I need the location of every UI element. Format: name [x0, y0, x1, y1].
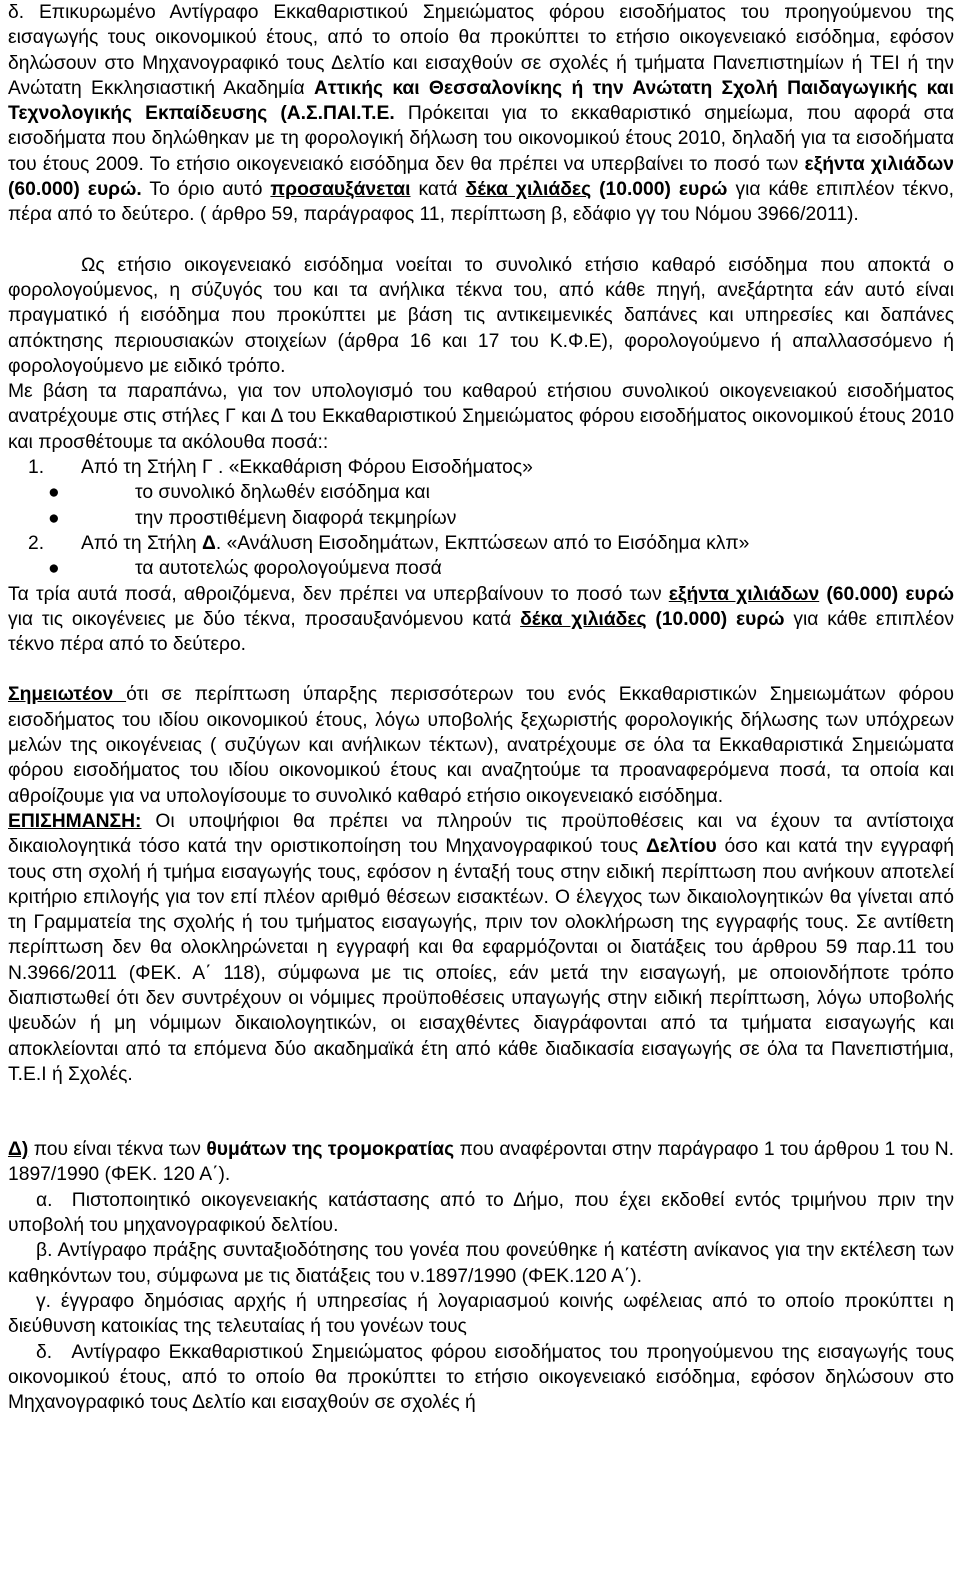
section-d-item-b: β. Αντίγραφο πράξης συνταξιοδότησης του γονέα που φονεύθηκε ή κατέστη ανίκανος για την εκτέλεση των καθηκόντων του, σύμφωνα με τις διατάξεις του ν.1897/1990 (ΦΕΚ.120 Α΄). — [8, 1240, 954, 1287]
paragraph-note — [8, 682, 954, 808]
bullet-icon: ● — [48, 482, 60, 504]
attention-label: ΕΠΙΣΗΜΑΝΣΗ: — [8, 810, 142, 832]
bullet-item — [8, 506, 954, 531]
text: Από τη Στήλη — [81, 532, 202, 554]
paragraph-tax-statement — [8, 0, 954, 228]
spacer — [8, 228, 954, 253]
bold-underlined-text: δέκα χιλιάδες — [520, 608, 647, 630]
list-text: Από τη Στήλη Γ . «Εκκαθάριση Φόρου Εισοδήματος» — [81, 457, 533, 479]
section-d-item-a: α. Πιστοποιητικό οικογενειακής κατάστασης από το Δήμο, που έχει εκδοθεί εντός τριμήνου πριν την υποβολή του μηχανογραφικού δελτίου. — [8, 1189, 954, 1237]
spacer — [8, 1112, 954, 1137]
spacer — [8, 657, 954, 682]
text: για τις οικογένειες με δύο τέκνα, προσαυξανόμενου κατά — [8, 608, 521, 630]
list-number: 1. — [28, 457, 45, 479]
text: κατά — [410, 179, 466, 201]
bold-text: (60.000) ευρώ — [819, 583, 954, 605]
text: για κάθε επιπλέον τέκνο, πέρα από το δεύτερο. ( άρθρο 59, παράγραφος 11, περίπτωση β, εδάφιο γγ του Νόμου 3966/2011). — [8, 179, 954, 226]
paragraph-income-definition: Ως ετήσιο οικογενειακό εισόδημα νοείται το συνολικό ετήσιο καθαρό εισόδημα που αποκτά ο φορολογούμενος, η σύζυγός του και τα ανήλικα τέκνα του, από κάθε πηγή, ανεξάρτητα εάν αυτό είναι πραγματικό ή εισόδημα που προκύπτει με βάση τις αντικειμενικές δαπάνες και υπηρεσίες και δαπάνες απόκτησης περιουσιακών στοιχείων (άρθρα 16 και 17 του Κ.Φ.Ε), φορολογούμενο ή απαλλασσόμενο ή φορολογούμενο με ειδικό τρόπο. — [8, 254, 954, 377]
bold-text: Δελτίου — [645, 836, 717, 858]
text: Τα τρία αυτά ποσά, αθροιζόμενα, δεν πρέπει να υπερβαίνουν το ποσό των — [8, 583, 669, 605]
text: δ. Επικυρωμένο Αντίγραφο Εκκαθαριστικού Σημειώματος φόρου εισοδήματος του προηγούμενου της εισαγωγής τους οικονομικού έτους, από το οποίο θα προκύπτει το ετήσιο οικογενειακό εισόδημα, εφόσον δηλώσουν στο Μηχανογραφικό τους Δελτίο και εισαχθούν σε σχολές ή τμήματα Πανεπιστημίων ή ΤΕΙ ή την Ανώτατη Εκκλησιαστική Ακαδημία — [8, 2, 954, 99]
list-item — [8, 455, 954, 480]
paragraph-limit — [8, 582, 954, 658]
bold-text: (10.000) ευρώ — [646, 608, 785, 630]
bold-text: θυμάτων της τρομοκρατίας — [206, 1139, 455, 1161]
text: που αναφέρονται στην παράγραφο 1 του άρθρου 1 του Ν. 1897/1990 (ΦΕΚ. 120 Α΄). — [8, 1139, 955, 1186]
spacer — [8, 1087, 954, 1112]
list-number: 2. — [28, 532, 45, 554]
paragraph-attention — [8, 809, 954, 1087]
text: όσο και κατά την εγγραφή τους στη σχολή ή τμήμα εισαγωγής τους, εφόσον η ένταξή τους στην ειδική περίπτωση που ανήκουν αποτελεί κριτήριο επιλογής για τον επί πλέον αριθμό θέσεων εισακτέων. Ο έλεγχος των δικαιολογητικών θα γίνεται από τη Γραμματεία της σχολής ή του τμήματος εισαγωγής, πριν τον ολοκλήρωση της εγγραφής τους. Σε αντίθετη περίπτωση δεν θα ολοκληρώνεται η εγγραφή και θα εφαρμόζονται οι διατάξεις του άρθρου 59 παρ.11 του Ν.3966/2011 (ΦΕΚ. Α΄ 118), σύμφωνα με τις οποίες, εάν μετά την εισαγωγή, με οποιονδήποτε τρόπο διαπιστωθεί ότι δεν συντρέχουν οι νόμιμες προϋποθέσεις υπαγωγής στην ειδική περίπτωση, λόγω υποβολής ψευδών ή μη νόμιμων δικαιολογητικών, οι εισαχθέντες διαγράφονται από τα τμήματα εισαγωγής και αποκλείονται από τα επόμενα δύο ακαδημαϊκά έτη από κάθε διαδικασία εισαγωγής σε όλα τα Πανεπιστήμια, Τ.Ε.Ι ή Σχολές. — [8, 836, 954, 1085]
text: Το όριο αυτό — [141, 179, 271, 201]
text: ότι σε περίπτωση ύπαρξης περισσότερων του ενός Εκκαθαριστικών Σημειωμάτων φόρου εισοδήματος του ιδίου οικονομικού έτους, λόγω υποβολής ξεχωριστής φορολογικής δήλωσης των υπόχρεων μελών της οικογένειας ( συζύγων και ανήλικων τέκτων), ανατρέχουμε σε όλα τα Εκκαθαριστικά Σημειώματα φόρου εισοδήματος του ιδίου οικονομικού έτους και αναζητούμε τα προαναφερόμενα ποσά, τα οποία και αθροίζουμε για να υπολογίσουμε το συνολικό καθαρό ετήσιο οικογενειακό εισόδημα. — [8, 684, 954, 807]
bold-underlined-text: προσαυξάνεται — [270, 179, 411, 201]
bold-text: (10.000) ευρώ — [591, 179, 728, 201]
section-d-heading — [8, 1137, 954, 1188]
paragraph-calculation: Με βάση τα παραπάνω, για τον υπολογισμό του καθαρού ετήσιου συνολικού οικογενειακού εισοδήματος ανατρέχουμε στις στήλες Γ και Δ του Εκκαθαριστικού Σημειώματος φόρου εισοδήματος οικονομικού έτους 2010 και προσθέτουμε τα ακόλουθα ποσά:: — [8, 381, 954, 453]
list-item — [8, 531, 954, 556]
text: . «Ανάλυση Εισοδημάτων, Εκπτώσεων από το Εισόδημα κλπ» — [215, 532, 750, 554]
bold-underlined-text: εξήντα χιλιάδων — [668, 583, 820, 605]
note-label: Σημειωτέον — [8, 684, 127, 706]
text: που είναι τέκνα των — [28, 1139, 207, 1161]
bullet-item — [8, 480, 954, 505]
text: Πρόκειται για το εκκαθαριστικό σημείωμα, που αφορά στα εισοδήματα που δηλώθηκαν με τη φορολογική δήλωση του οικονομικού έτους 2010, δηλαδή για τα εισοδήματα του έτους 2009. Το ετήσιο οικογενειακό εισόδημα δεν θα πρέπει να υπερβαίνει το ποσό των — [8, 103, 955, 175]
bullet-item — [8, 556, 954, 581]
list-text — [81, 531, 749, 556]
text: Οι υποψήφιοι θα πρέπει να πληρούν τις προϋποθέσεις και να έχουν τα αντίστοιχα δικαιολογητικά τόσο κατά την οριστικοποίηση του Μηχανογραφικού τους — [8, 810, 954, 858]
bold-text: Δ — [202, 532, 216, 554]
section-d-item-c: γ. έγγραφο δημόσιας αρχής ή υπηρεσίας ή λογαριασμού κοινής ωφέλειας από το οποίο προκύπτει η διεύθυνση κατοικίας της τελευταίας ή του γονέων τους — [8, 1290, 954, 1338]
section-label: Δ) — [8, 1139, 29, 1161]
bullet-text: τα αυτοτελώς φορολογούμενα ποσά — [135, 558, 442, 580]
bullet-text: την προστιθέμενη διαφορά τεκμηρίων — [135, 507, 457, 529]
bullet-icon: ● — [48, 558, 60, 580]
bullet-text: το συνολικό δηλωθέν εισόδημα και — [135, 482, 430, 504]
text: για κάθε επιπλέον τέκνο πέρα από το δεύτερο. — [8, 608, 954, 656]
section-d-item-d: δ. Αντίγραφο Εκκαθαριστικού Σημειώματος φόρου εισοδήματος του προηγούμενου της εισαγωγής τους οικονομικού έτους, από το οποίο θα προκύπτει το ετήσιο οικογενειακό εισόδημα, εφόσον δηλώσουν στο Μηχανογραφικό τους Δελτίο και εισαχθούν σε σχολές ή — [8, 1341, 954, 1414]
bold-underlined-text: δέκα χιλιάδες — [465, 179, 592, 201]
bold-text: Αττικής και Θεσσαλονίκης ή την Ανώτατη Σχολή Παιδαγωγικής και Τεχνολογικής Εκπαίδευσης (Α.Σ.ΠΑΙ.Τ.Ε. — [8, 77, 955, 125]
bold-text: εξήντα χιλιάδων (60.000) ευρώ. — [8, 153, 954, 201]
bullet-icon: ● — [48, 507, 60, 529]
